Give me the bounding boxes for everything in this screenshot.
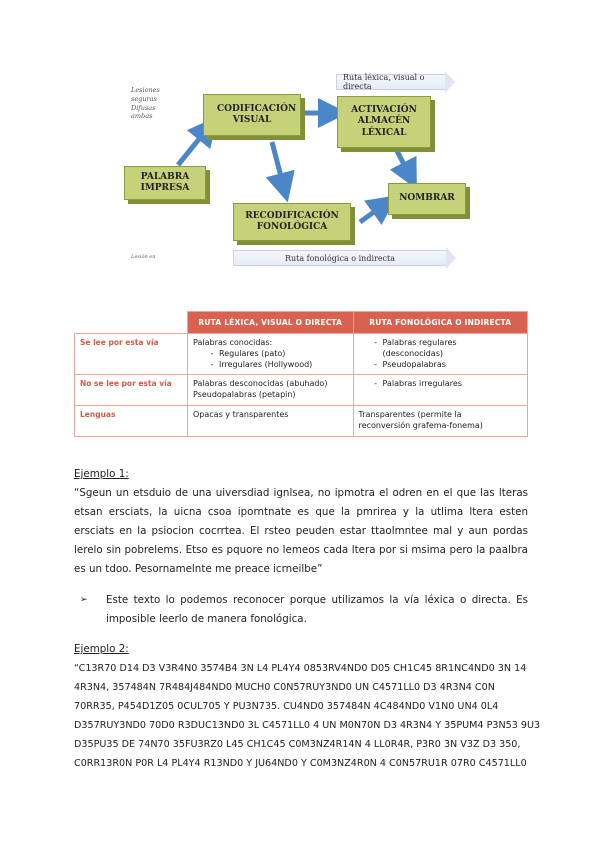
list-item: - Palabras regulares (desconocidas) (374, 338, 457, 358)
header-ruta-fonologica: RUTA FONOLÓGICA O INDIRECTA (353, 312, 527, 334)
table-cell: Palabras desconocidas (abuhado) Pseudopalabras (petapin) (188, 375, 354, 406)
example-2-line: D357RUY3ND0 70D0 R3DUC13ND0 3L C4571LL0 4 UN M0N70N D3 4R3N4 Y 35PUM4 P3N53 9U3 (74, 720, 541, 731)
table-row (75, 405, 528, 436)
lesion-note: Lesiones seguras Difusas ambas (131, 86, 160, 121)
example-1-explanation: Este texto lo podemos reconocer porque utilizamos la vía léxica o directa. Es imposible leerlo de manera fonológica. (106, 594, 528, 625)
example-2-line: “C13R70 D14 D3 V3R4N0 3574B4 3N L4 PL4Y4 0853RV4ND0 D05 CH1C45 8R1NC4ND0 3N 14 (74, 663, 527, 674)
list-item: - Irregulares (Hollywood) (210, 359, 313, 369)
box-codificacion-visual: CODIFICACIÓN VISUAL (203, 94, 301, 136)
table-cell: Transparentes (permite la reconversión grafema-fonema) (353, 405, 527, 436)
list-item: - Palabras irregulares (374, 379, 462, 389)
routes-comparison-table (74, 311, 528, 437)
table-cell (353, 375, 527, 406)
list-item: - Pseudopalabras (374, 359, 446, 369)
table-corner (75, 312, 188, 334)
table-row (75, 375, 528, 406)
row-label: No se lee por esta vía (75, 375, 188, 406)
example-1 (74, 465, 528, 579)
example-2-line: 70RR35, P454D1Z05 0CUL705 Y PU3N735. CU4ND0 357484N 4C484ND0 V1N0 UN4 0L4 (74, 701, 499, 712)
arrow-codificacion-to-recodificacion (272, 142, 284, 188)
table-cell (353, 334, 527, 375)
row-label: Se lee por esta vía (75, 334, 188, 375)
list-item: - Regulares (pato) (210, 348, 286, 358)
example-1-quote: “Sgeun un etsduio de una uiversdiad ignlsea, no ipmotra el odren en el que las lteras etsan ersciats, la uicna csoa iporntnate es que la pmrirea y la utlima ltera esten ersciats en la psiocion cocrrtea. El rsteo peuden estar ttaolmntee mal y aun pordas lerelo sin pobrelems. Etso es pquore no lemeos cada ltera por si msima pero la paalbra es un tdoo. Pesornamelnte me preace icrneilbe” (74, 487, 528, 575)
header-ruta-lexica: RUTA LÉXICA, VISUAL O DIRECTA (188, 312, 354, 334)
example-1-heading: Ejemplo 1: (74, 468, 129, 480)
route-lexica-banner: Ruta léxica, visual o directa (336, 74, 446, 90)
table-row (75, 334, 528, 375)
table-header-row (75, 312, 528, 334)
example-1-bullet (74, 591, 528, 629)
arrow-recodificacion-to-nombrar (360, 204, 385, 222)
table-cell: Palabras conocidas: - Regulares (pato) - Irregulares (Hollywood) (188, 334, 354, 375)
example-2-line: 4R3N4, 357484N 7R484J484ND0 MUCH0 C0N57RUY3ND0 UN C4571LL0 D3 4R3N4 C0N (74, 682, 495, 693)
row-label: Lenguas (75, 405, 188, 436)
box-activacion-almacen: ACTIVACIÓN ALMACÉN LÉXICAL (337, 96, 431, 148)
example-2-line: C0RR13R0N P0R L4 PL4Y4 R13ND0 Y JU64ND0 Y C0M3NZ4R0N 4 C0N57RU1R 07R0 C4571LL0 (74, 758, 527, 769)
diagram-arrows (0, 0, 600, 290)
bullet-arrow-icon: ➢ (80, 595, 88, 605)
reading-routes-diagram (0, 0, 600, 290)
table-cell: Opacas y transparentes (188, 405, 354, 436)
example-2-line: D35PU35 DE 74N70 35FU3RZ0 L45 CH1C45 C0M3NZ4R14N 4 LL0R4R, P3R0 3N V3Z D3 350, (74, 739, 521, 750)
box-nombrar: NOMBRAR (388, 183, 466, 215)
box-palabra-impresa: PALABRA IMPRESA (124, 166, 206, 200)
lesion-note-bottom: Lesión en (131, 254, 156, 260)
box-recodificacion-fonologica: RECODIFICACIÓN FONOLÓGICA (233, 203, 351, 241)
route-fonologica-banner: Ruta fonológica o indirecta (233, 250, 447, 266)
example-2 (74, 640, 541, 773)
arrow-activacion-to-nombrar (395, 147, 410, 176)
example-2-heading: Ejemplo 2: (74, 643, 129, 655)
